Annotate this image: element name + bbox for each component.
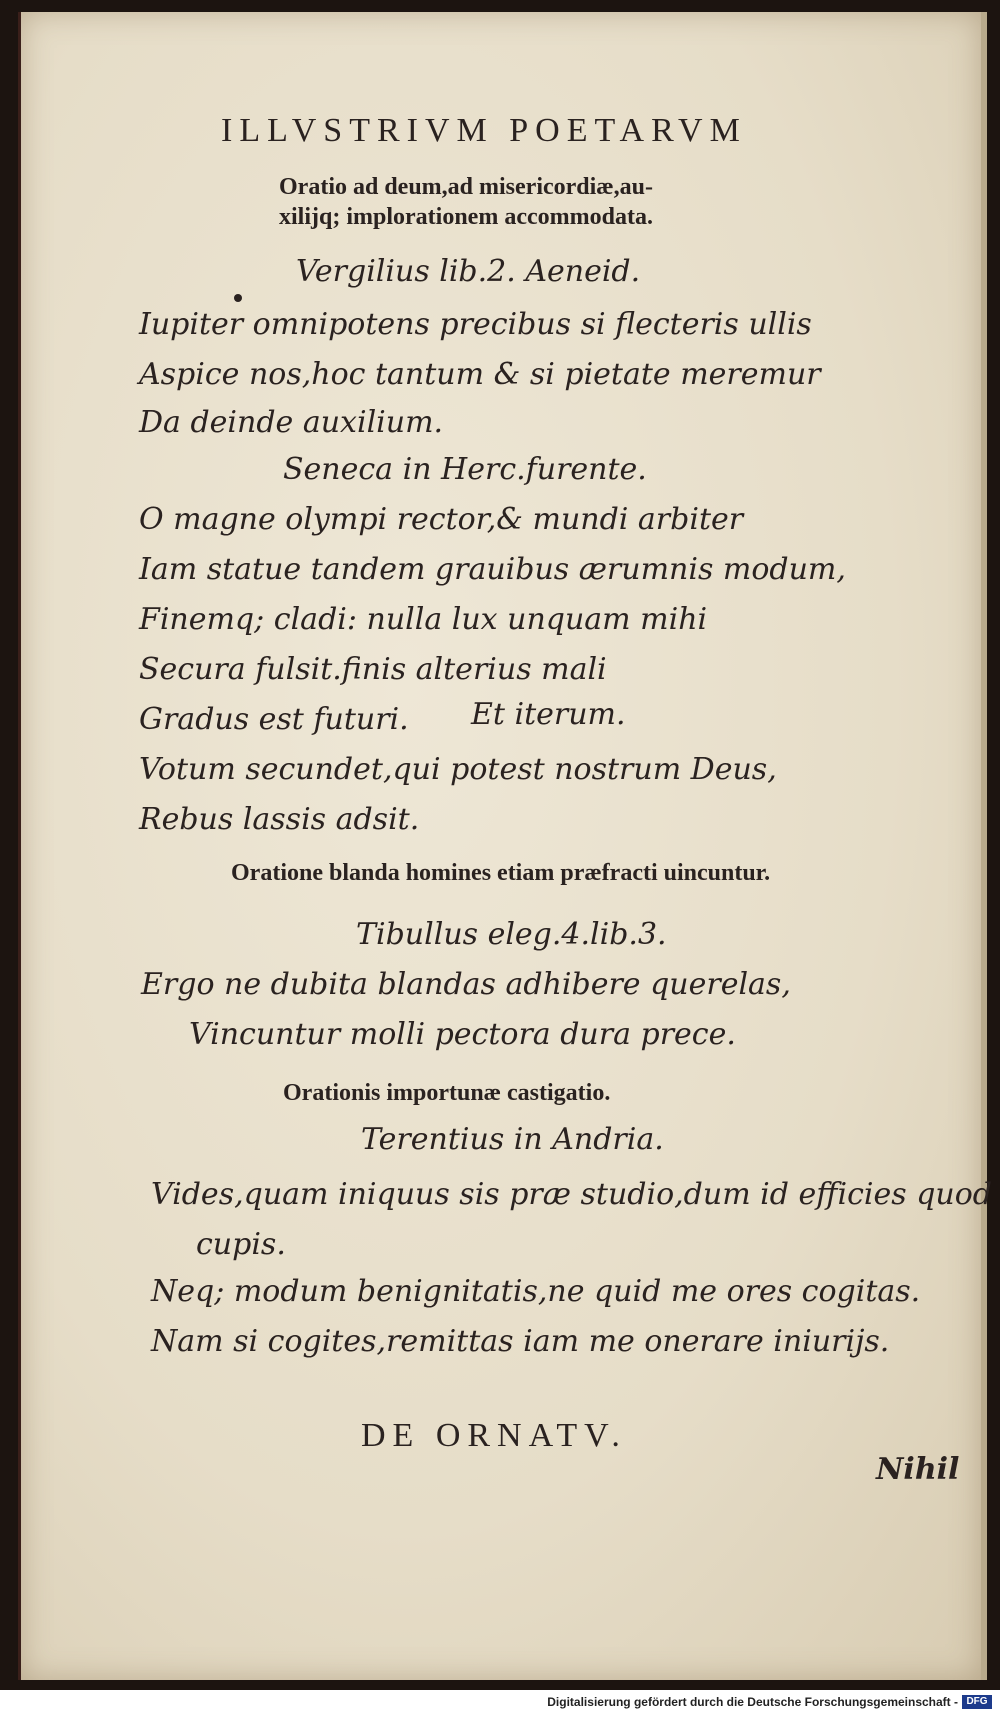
verse-line: Votum secundet,qui potest nostrum Deus,	[139, 752, 777, 787]
verse-line: Iupiter omnipotens precibus si flecteris ullis	[139, 307, 812, 342]
verse-line: Aspice nos,hoc tantum & si pietate meremur	[139, 357, 821, 392]
book-page	[18, 12, 992, 1680]
section-heading-line: Oratione blanda homines etiam præfracti uincuntur.	[231, 860, 771, 886]
verse-line: O magne olympi rector,& mundi arbiter	[139, 502, 744, 537]
ink-dot	[234, 294, 242, 302]
quote-source: Vergilius lib.2. Aeneid.	[296, 254, 641, 289]
section-heading-line: xilijq; implorationem accommodata.	[279, 204, 653, 230]
next-section-heading: DE ORNATV.	[361, 1417, 627, 1454]
verse-line: Rebus lassis adsit.	[139, 802, 420, 837]
verse-line: Ergo ne dubita blandas adhibere querelas,	[141, 967, 791, 1002]
verse-line: Neq; modum benignitatis,ne quid me ores cogitas.	[151, 1274, 921, 1309]
section-heading-line: Orationis importunæ castigatio.	[283, 1080, 611, 1106]
bleed-through-text	[871, 142, 981, 1342]
quote-source: Tibullus eleg.4.lib.3.	[356, 917, 667, 952]
verse-line: Finemq; cladi: nulla lux unquam mihi	[139, 602, 708, 637]
quote-source: Seneca in Herc.furente.	[283, 452, 647, 487]
dfg-logo: DFG	[962, 1695, 992, 1709]
digitization-footer	[0, 1690, 1000, 1715]
running-title: ILLVSTRIVM POETARVM	[221, 112, 747, 149]
verse-line: Vides,quam iniquus sis præ studio,dum id efficies quod	[151, 1177, 992, 1212]
funding-notice: Digitalisierung gefördert durch die Deutsche Forschungsgemeinschaft -	[547, 1695, 958, 1709]
verse-line: Da deinde auxilium.	[139, 405, 444, 440]
verse-line: Secura fulsit.finis alterius mali	[139, 652, 607, 687]
verse-line: Nam si cogites,remittas iam me onerare iniurijs.	[151, 1324, 890, 1359]
verse-line: Iam statue tandem grauibus ærumnis modum,	[139, 552, 846, 587]
verse-line: Vincuntur molli pectora dura prece.	[189, 1017, 736, 1052]
verse-line: cupis.	[196, 1227, 286, 1262]
quote-aside: Et iterum.	[471, 697, 626, 732]
quote-source: Terentius in Andria.	[361, 1122, 664, 1157]
catchword: Nihil	[876, 1452, 960, 1487]
section-heading-line: Oratio ad deum,ad misericordiæ,au-	[279, 174, 653, 200]
verse-line: Gradus est futuri.	[139, 702, 409, 737]
